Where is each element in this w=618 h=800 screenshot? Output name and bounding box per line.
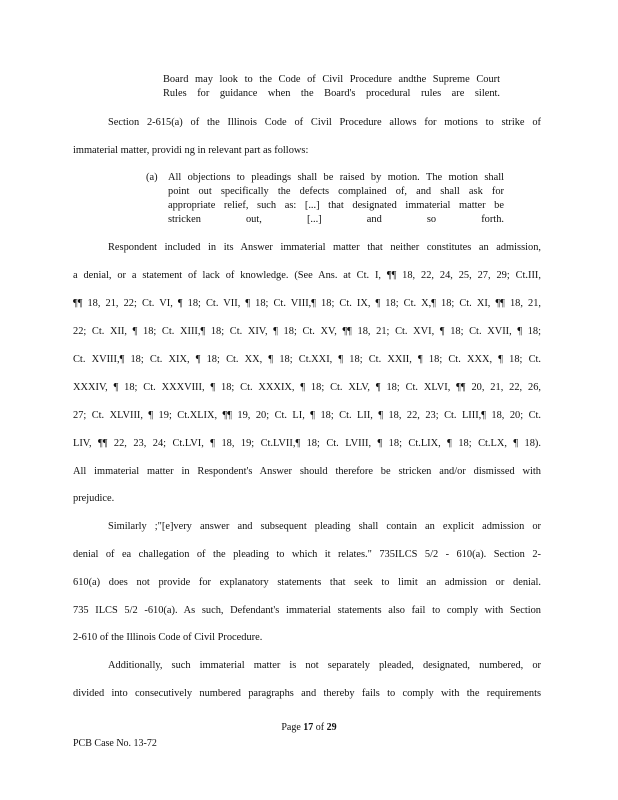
para2-line-7: 27; Ct. XLVIII, ¶ 19; Ct.XLIX, ¶¶ 19, 20; Ct. LI, ¶ 18; Ct. LII, ¶ 18, 22, 23; Ct. LIII,¶ 18, 20; Ct. <box>73 410 541 421</box>
para2-line-6: XXXIV, ¶ 18; Ct. XXXVIII, ¶ 18; Ct. XXXIX, ¶ 18; Ct. XLV, ¶ 18; Ct. XLVI, ¶¶ 20, 21, 22, 26, <box>73 382 541 393</box>
para2-line-3: ¶¶ 18, 21, 22; Ct. VI, ¶ 18; Ct. VII, ¶ 18; Ct. VIII,¶ 18; Ct. IX, ¶ 18; Ct. X,¶ 18; Ct. XI, ¶¶ 18, 21, <box>73 298 541 309</box>
para4-line-1: Additionally, such immaterial matter is not separately pleaded, designated, numbered, or <box>108 660 541 671</box>
page-label: Page <box>281 722 301 733</box>
page-total: 29 <box>326 722 337 733</box>
para2-line-8: LIV, ¶¶ 22, 23, 24; Ct.LVI, ¶ 18, 19; Ct.LVII,¶ 18; Ct. LVIII, ¶ 18; Ct.LIX, ¶ 18; Ct.LX, ¶ 18). <box>73 438 541 449</box>
case-number: PCB Case No. 13-72 <box>73 738 157 749</box>
page-number <box>0 721 618 735</box>
para3-line-4: 735 ILCS 5/2 -610(a). As such, Defendant's immaterial statements also fail to comply with Section <box>73 605 541 616</box>
page-of: of <box>315 722 325 733</box>
page-current: 17 <box>303 722 314 733</box>
para1-line-2: immaterial matter, providi ng in relevant part as follows: <box>73 145 309 156</box>
para2-line-2: a denial, or a statement of lack of knowledge. (See Ans. at Ct. I, ¶¶ 18, 22, 24, 25, 27, 29; Ct.III, <box>73 270 541 281</box>
para3-line-1: Similarly ;"[e]very answer and subsequent pleading shall contain an explicit admission or <box>108 521 541 532</box>
para2-line-5: Ct. XVIII,¶ 18; Ct. XIX, ¶ 18; Ct. XX, ¶ 18; Ct.XXI, ¶ 18; Ct. XXII, ¶ 18; Ct. XXX, ¶ 18; Ct. <box>73 354 541 365</box>
para3-line-3: 610(a) does not provide for explanatory statements that seek to limit an admission or denial. <box>73 577 541 588</box>
para2-line-4: 22; Ct. XII, ¶ 18; Ct. XIII,¶ 18; Ct. XIV, ¶ 18; Ct. XV, ¶¶ 18, 21; Ct. XVI, ¶ 18; Ct. XVII, ¶ 18; <box>73 326 541 337</box>
para1-line-1: Section 2-615(a) of the Illinois Code of Civil Procedure allows for motions to strike of <box>108 117 541 128</box>
para2-line-1: Respondent included in its Answer immaterial matter that neither constitutes an admission, <box>108 242 541 253</box>
quote-line-2: point out specifically the defects complained of, and shall ask for <box>168 186 504 197</box>
para4-line-2: divided into consecutively numbered paragraphs and thereby fails to comply with the requirements <box>73 688 541 699</box>
para2-line-9: All immaterial matter in Respondent's Answer should therefore be stricken and/or dismissed with <box>73 466 541 477</box>
para3-line-2: denial of ea challegation of the pleading to which it relates." 735ILCS 5/2 - 610(a). Section 2- <box>73 549 541 560</box>
para2-line-10: prejudice. <box>73 493 115 504</box>
quote-label: (a) <box>146 172 158 183</box>
quote-line-4: stricken out, [...] and so forth. <box>168 214 504 225</box>
quote-line-1: All objections to pleadings shall be raised by motion. The motion shall <box>168 172 504 183</box>
block-quote-line-2: Rules for guidance when the Board's procedural rules are silent. <box>163 88 500 99</box>
para3-line-5: 2-610 of the Illinois Code of Civil Procedure. <box>73 632 263 643</box>
block-quote-line-1: Board may look to the Code of Civil Procedure andthe Supreme Court <box>163 74 500 85</box>
quote-line-3: appropriate relief, such as: [...] that designated immaterial matter be <box>168 200 504 211</box>
